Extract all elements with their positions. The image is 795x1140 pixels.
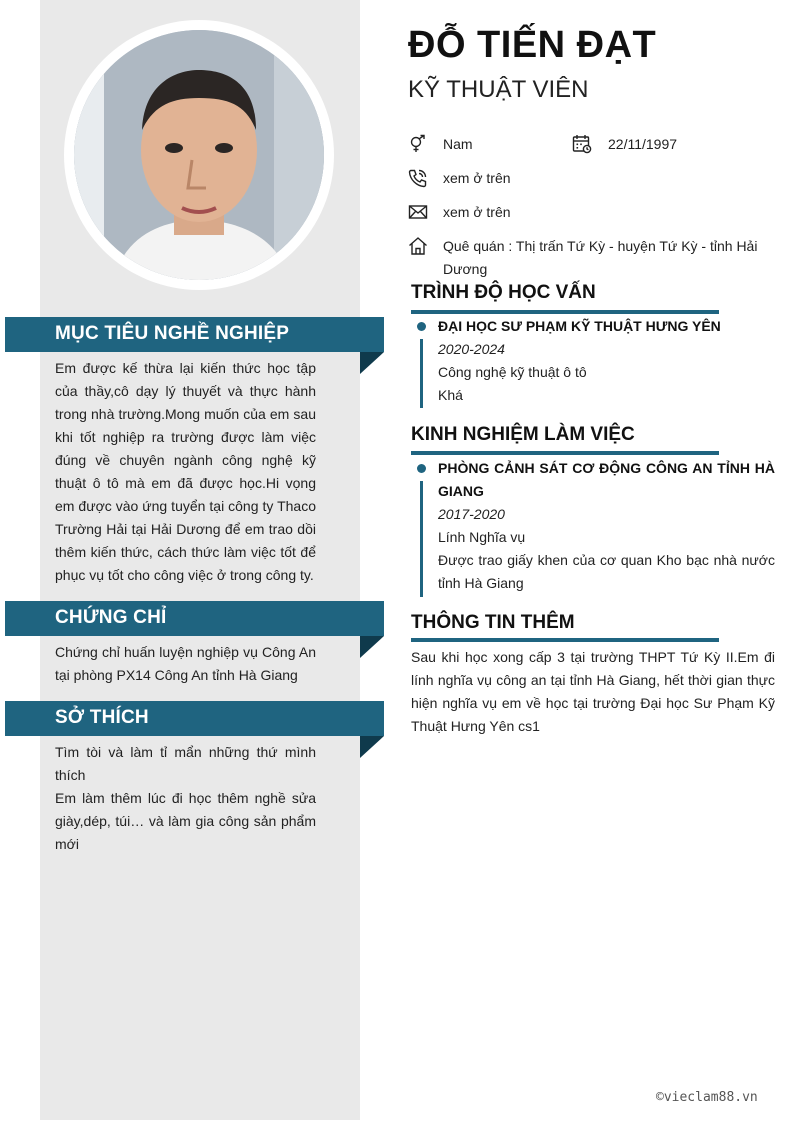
education-major: Công nghệ kỹ thuật ô tô [438,364,587,380]
education-timeline [420,339,423,408]
experience-description: Được trao giấy khen của cơ quan Kho bạc nhà nước tỉnh Hà Giang [438,552,775,591]
experience-period: 2017-2020 [438,506,505,522]
envelope-icon [408,202,428,222]
more-info-text: Sau khi học xong cấp 3 tại trường THPT Tứ Kỳ II.Em đi lính nghĩa vụ công an tại tỉnh Hà Giang, hết thời gian thực hiện nghĩa vụ em về học tại trường Đại học Sư Phạm Kỹ Thuật Hưng Yên cs1 [411,649,775,734]
objective-title: MỤC TIÊU NGHỀ NGHIỆP [55,323,290,344]
certificates-title: CHỨNG CHỈ [55,607,167,628]
gender-value: Nam [443,136,473,152]
profile-photo [74,30,324,280]
phone-icon [408,168,428,188]
experience-position: Lính Nghĩa vụ [438,529,526,545]
job-title: KỸ THUẬT VIÊN [408,76,589,103]
objective-header [5,317,384,352]
avatar [74,30,324,280]
hobby-item: Em làm thêm lúc đi học thêm nghề sửa giày,dép, túi… và làm gia công sản phẩm mới [55,790,316,852]
education-grade: Khá [438,387,463,403]
experience-timeline [420,481,423,597]
experience-bullet [417,464,426,473]
home-icon [408,236,428,256]
certificates-fold [360,636,384,658]
objective-fold [360,352,384,374]
education-period: 2020-2024 [438,341,505,357]
education-divider [411,310,719,314]
school-name: ĐẠI HỌC SƯ PHẠM KỸ THUẬT HƯNG YÊN [438,318,721,334]
education-entry [438,315,775,407]
certificates-text: Chứng chỉ huấn luyện nghiệp vụ Công An tại phòng PX14 Công An tỉnh Hà Giang [55,644,316,683]
education-bullet [417,322,426,331]
experience-entry [438,457,775,595]
experience-title: KINH NGHIỆM LÀM VIỆC [411,424,635,445]
experience-divider [411,451,719,455]
objective-text: Em được kế thừa lại kiến thức học tập của thầy,cô dạy lý thuyết và thực hành trong nhà trường.Mong muốn của em sau khi tốt nghiệp ra trường được làm việc đúng về chuyên ngành công nghệ kỹ thuật ô tô mà em đã được học.Hi vọng em được vào ứng tuyển tại công ty Thaco Trường Hải tại Hải Dương để em trao dồi thêm kiến thức, cách thức làm việc tốt để phục vụ tốt cho công việc ở trong công ty. [55,360,316,583]
gender-icon [408,134,428,154]
certificates-header [5,601,384,636]
email-value: xem ở trên [443,204,511,220]
more-info-title: THÔNG TIN THÊM [411,612,575,633]
birthday-value: 22/11/1997 [608,136,678,152]
hobbies-fold [360,736,384,758]
watermark: ©vieclam88.vn [656,1090,758,1105]
hobbies-text [55,741,316,856]
hobby-item: Tìm tòi và làm tỉ mẩn những thứ mình thích [55,744,316,783]
candidate-name: ĐỖ TIẾN ĐẠT [408,24,657,66]
hobbies-header [5,701,384,736]
more-info-divider [411,638,719,642]
phone-value: xem ở trên [443,170,511,186]
calendar-icon [572,134,592,154]
hobbies-title: SỞ THÍCH [55,707,149,728]
address-value: Quê quán : Thị trấn Tứ Kỳ - huyện Tứ Kỳ - tỉnh Hải Dương [443,238,758,277]
company-name: PHÒNG CẢNH SÁT CƠ ĐỘNG CÔNG AN TỈNH HÀ GIANG [438,460,775,499]
education-title: TRÌNH ĐỘ HỌC VẤN [411,282,596,303]
